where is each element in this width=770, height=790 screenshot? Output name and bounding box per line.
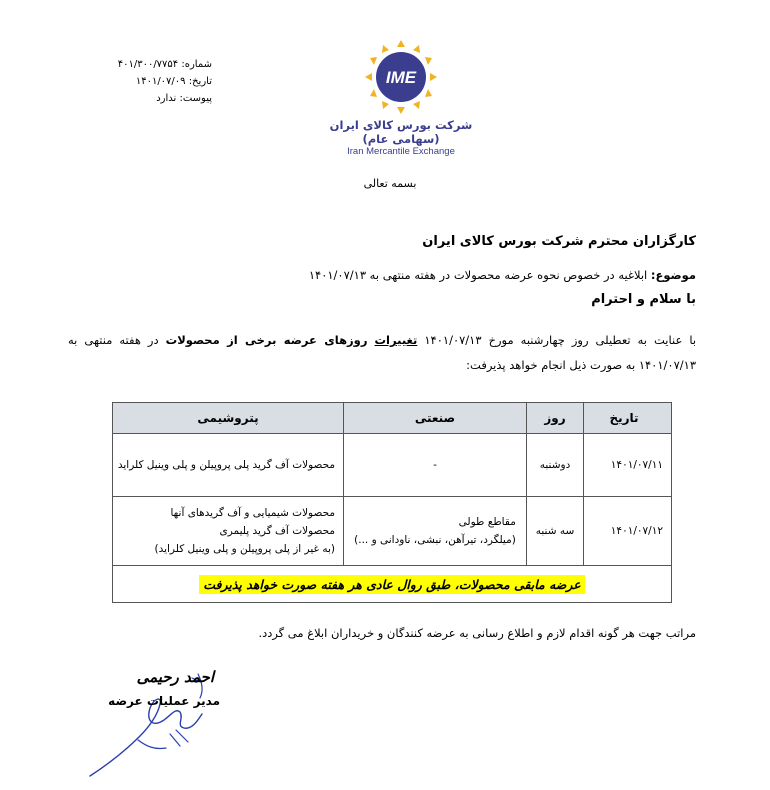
letter-date: تاریخ: ۱۴۰۱/۰۷/۰۹ xyxy=(135,76,212,87)
table-row xyxy=(113,434,672,497)
recipient: کارگزاران محترم شرکت بورس کالای ایران xyxy=(422,234,696,249)
closing-text: مراتب جهت هر گونه اقدام لازم و اطلاع رسانی به عرضه کنندگان و خریداران ابلاغ می گردد. xyxy=(258,626,696,640)
bismillah: بسمه تعالی xyxy=(363,177,417,190)
cell-petrochemical: محصولات آف گرید پلی پروپیلن و پلی وینیل کلراید xyxy=(113,434,344,497)
logo-en-name: Iran Mercantile Exchange xyxy=(347,146,455,157)
body-part-4: در هفته منتهی به ۱۴۰۱/۰۷/۱۳ به صورت ذیل انجام خواهد پذیرفت: xyxy=(68,333,696,372)
table-note-row xyxy=(113,566,672,603)
cell-day: دوشنبه xyxy=(527,434,584,497)
logo-fa-name: شرکت بورس کالای ایران (سهامی عام) xyxy=(329,118,473,146)
subject-text: ابلاغیه در خصوص نحوه عرضه محصولات در هفته منتهی به ۱۴۰۱/۰۷/۱۳ xyxy=(308,268,648,282)
header-petrochemical: پتروشیمی xyxy=(113,403,344,434)
letter-number: شماره: ۴۰۱/۳۰۰/۷۷۵۴ xyxy=(117,59,212,70)
subject-line xyxy=(309,268,696,282)
header-day: روز xyxy=(527,403,584,434)
signer-name: احمد رحیمی xyxy=(136,668,214,686)
table-row xyxy=(113,497,672,566)
table-header-row xyxy=(113,403,672,434)
company-logo xyxy=(326,38,476,157)
industrial-line-2: (میلگرد، تیرآهن، نبشی، ناودانی و ...) xyxy=(354,534,516,546)
schedule-table xyxy=(112,402,672,603)
greeting: با سلام و احترام xyxy=(591,292,696,307)
pet-line-2: محصولات آف گرید پلیمری xyxy=(219,525,335,537)
pet-line-1: محصولات شیمیایی و آف گریدهای آنها xyxy=(170,507,335,519)
signer-title: مدیر عملیات عرضه xyxy=(108,694,220,708)
logo-mark-text: IME xyxy=(385,68,417,87)
ime-logo-icon xyxy=(362,38,440,116)
industrial-line-1: مقاطع طولی xyxy=(458,516,516,528)
cell-day: سه شنبه xyxy=(527,497,584,566)
cell-date: ۱۴۰۱/۰۷/۱۲ xyxy=(584,497,672,566)
body-paragraph xyxy=(68,328,696,378)
body-part-1: با عنایت به تعطیلی روز چهارشنبه مورخ ۱۴۰۱/۰۷/۱۳ xyxy=(424,333,697,347)
body-part-3: روزهای عرضه برخی از محصولات xyxy=(165,333,368,347)
pet-line-3: (به غیر از پلی پروپیلن و پلی وینیل کلراید) xyxy=(154,543,335,555)
header-industrial: صنعتی xyxy=(344,403,527,434)
letter-attachment: پیوست: ندارد xyxy=(156,93,212,104)
subject-label: موضوع: xyxy=(650,268,696,282)
table-note: عرضه مابقی محصولات، طبق روال عادی هر هفته صورت خواهد پذیرفت xyxy=(199,575,585,594)
body-changes-word: تغییرات xyxy=(374,333,418,347)
cell-industrial xyxy=(344,497,527,566)
header-date: تاریخ xyxy=(584,403,672,434)
letter-meta xyxy=(92,56,212,107)
signature-block xyxy=(80,668,220,780)
cell-industrial: - xyxy=(344,434,527,497)
cell-petrochemical xyxy=(113,497,344,566)
cell-date: ۱۴۰۱/۰۷/۱۱ xyxy=(584,434,672,497)
